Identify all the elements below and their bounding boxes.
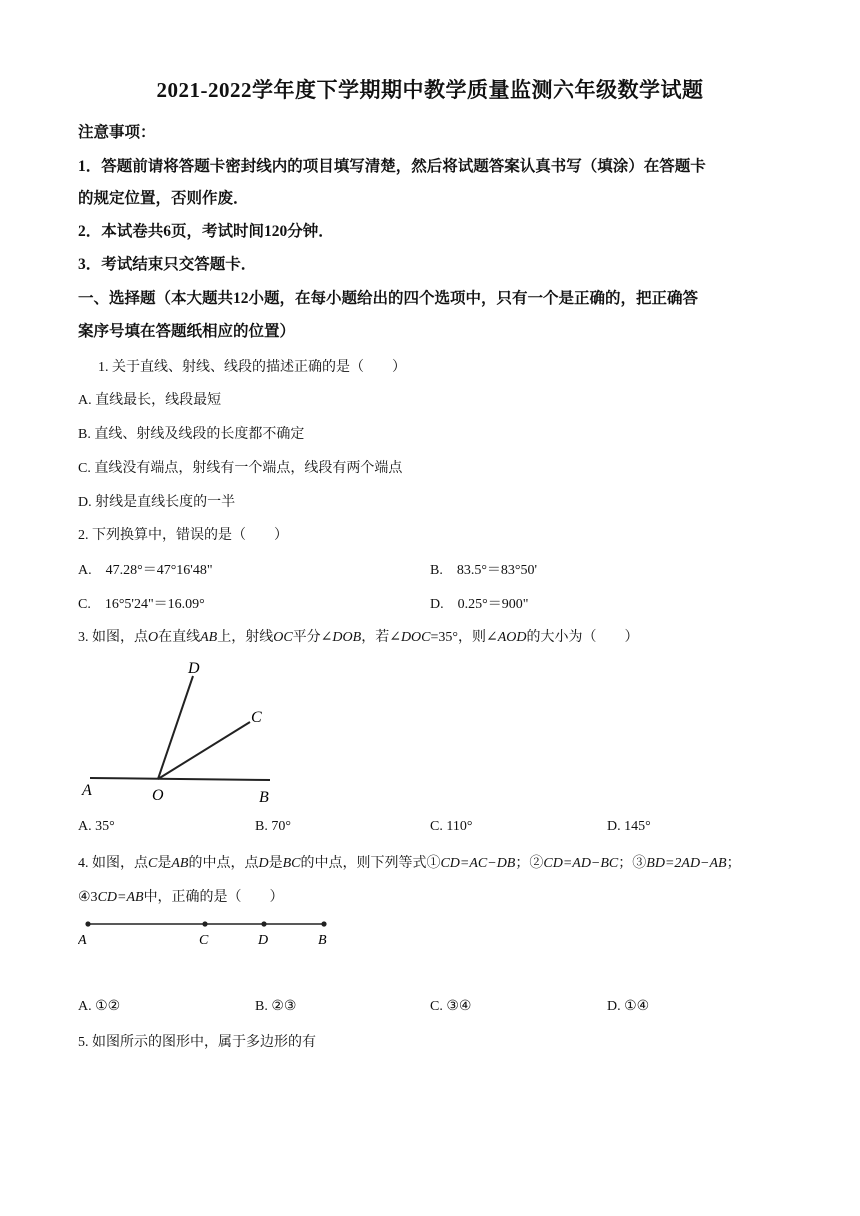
section-heading-cont: 案序号填在答题纸相应的位置） (78, 323, 296, 340)
label-b: B (259, 789, 269, 806)
ray-od (158, 676, 193, 779)
question-4-figure (78, 914, 338, 948)
notice-item: 2．本试卷共6页，考试时间120分钟． (78, 223, 334, 240)
ray-oc (158, 722, 250, 779)
point-d (261, 921, 266, 926)
label-a: A (82, 782, 92, 799)
question-3-figure (78, 652, 298, 808)
question-3-option-c: C. 110° (430, 819, 473, 834)
label-b: B (318, 933, 327, 948)
question-3-option-d: D. 145° (607, 819, 651, 834)
question-1-option-a: A. 直线最长，线段最短 (78, 393, 222, 408)
question-4-option-c: C. ③④ (430, 999, 472, 1014)
point-b (321, 921, 326, 926)
question-4-option-d: D. ①④ (607, 999, 650, 1014)
question-2-stem: 2. 下列换算中，错误的是（ ） (78, 528, 288, 543)
point-c (202, 921, 207, 926)
question-5-stem: 5. 如图所示的图形中，属于多边形的有 (78, 1035, 316, 1050)
page-title: 2021-2022学年度下学期期中教学质量监测六年级数学试题 (156, 78, 704, 102)
label-a: A (78, 933, 87, 948)
question-3-stem: 3. 如图，点O在直线AB上，射线OC平分∠DOB，若∠DOC=35°，则∠AOD的大小为（ ） (78, 630, 639, 645)
question-4-stem-cont: ④3CD=AB中，正确的是（ ） (78, 890, 284, 905)
label-d: D (258, 933, 269, 948)
line-ab (90, 778, 270, 780)
question-2-option-a: A. 47.28°＝47°16'48" (78, 563, 213, 578)
question-4-option-b: B. ②③ (255, 999, 297, 1014)
label-o: O (152, 787, 164, 804)
notice-item: 的规定位置，否则作废． (78, 190, 249, 207)
label-d: D (188, 660, 200, 677)
question-2-option-c: C. 16°5'24"＝16.09° (78, 597, 205, 612)
question-2-option-b: B. 83.5°＝83°50' (430, 563, 538, 578)
label-c: C (199, 933, 209, 948)
notice-item: 1．答题前请将答题卡密封线内的项目填写清楚，然后将试题答案认真书写（填涂）在答题卡 (78, 158, 706, 175)
notice-heading: 注意事项： (78, 124, 156, 141)
question-1-stem: 1. 关于直线、射线、线段的描述正确的是（ ） (98, 360, 406, 375)
point-a (85, 921, 90, 926)
question-1-option-c: C. 直线没有端点，射线有一个端点，线段有两个端点 (78, 461, 403, 476)
question-4-stem: 4. 如图，点C是AB的中点，点D是BC的中点，则下列等式①CD=AC−DB；②CD=AD−BC；③BD=2AD−AB； (78, 856, 741, 871)
label-c: C (251, 709, 262, 726)
question-3-option-a: A. 35° (78, 819, 115, 834)
question-2-option-d: D. 0.25°＝900" (430, 597, 529, 612)
question-1-option-b: B. 直线、射线及线段的长度都不确定 (78, 427, 305, 442)
question-1-option-d: D. 射线是直线长度的一半 (78, 495, 236, 510)
notice-item: 3．考试结束只交答题卡． (78, 256, 257, 273)
section-heading: 一、选择题（本大题共12小题，在每小题给出的四个选项中，只有一个是正确的，把正确答 (78, 290, 699, 307)
question-4-option-a: A. ①② (78, 999, 121, 1014)
question-3-option-b: B. 70° (255, 819, 291, 834)
